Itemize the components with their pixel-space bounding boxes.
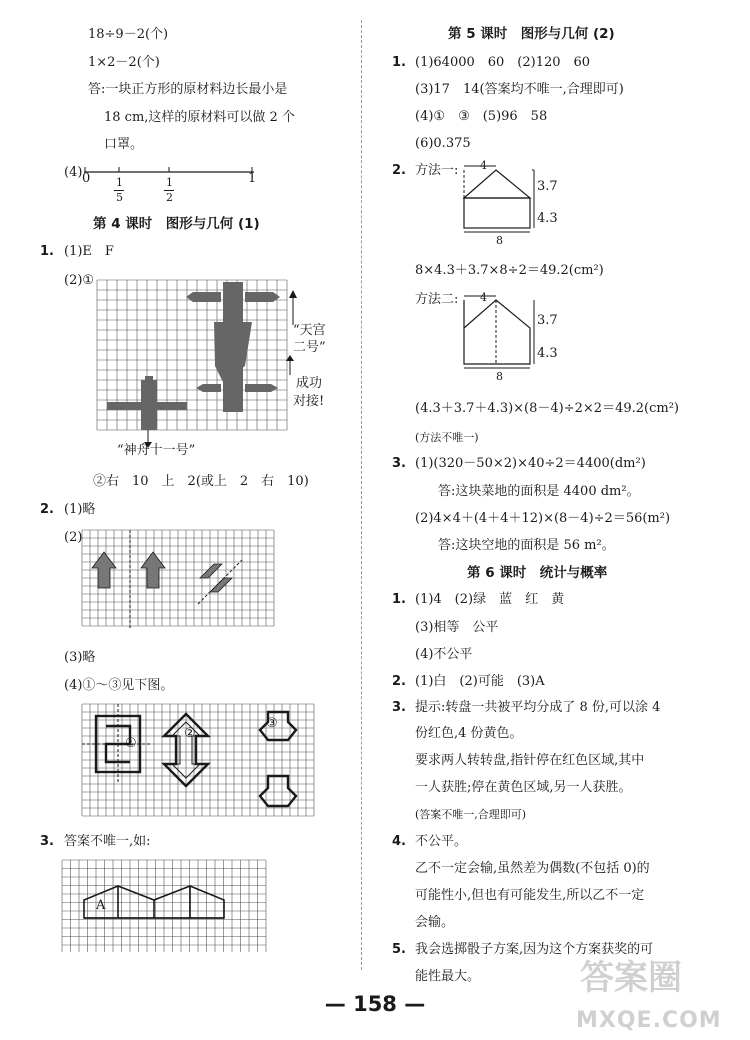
watermark-url: MXQE.COM: [576, 1008, 722, 1033]
r1-line2: (3)17 14(答案均不唯一,合理即可): [415, 82, 624, 97]
s3-line3: 要求两人转转盘,指针停在红色区域,其中: [415, 753, 645, 768]
q2-number: 2.: [40, 502, 54, 517]
answer-line-2: 18 cm,这样的原材料可以做 2 个: [104, 110, 295, 125]
q1-part2-answer: ②右 10 上 2(或上 2 右 10): [93, 474, 309, 489]
s1-line1: (1)4 (2)绿 蓝 红 黄: [415, 592, 565, 607]
section-4-title: 第 4 课时 图形与几何 (1): [93, 216, 260, 232]
column-divider: [361, 20, 362, 970]
method-1-label: 方法一:: [415, 163, 459, 178]
method-note: (方法不唯一): [415, 431, 479, 444]
s4-line4: 会输。: [415, 915, 455, 930]
method-2-calc: (4.3＋3.7＋4.3)×(8－4)÷2×2＝49.2(cm²): [415, 401, 679, 416]
dim-4-3: 4.3: [537, 211, 558, 226]
symmetry-grid-figure: [82, 530, 282, 630]
fraction-half-den: 2: [166, 191, 173, 204]
method-2-label: 方法二:: [415, 292, 459, 307]
s3-note: (答案不唯一,合理即可): [415, 808, 527, 821]
r3-line3: (2)4×4＋(4＋4＋12)×(8－4)÷2＝56(m²): [415, 511, 671, 526]
s4-line2: 乙不一定会输,虽然差为偶数(不包括 0)的: [415, 861, 650, 876]
figure-label-a: A: [96, 898, 106, 913]
number-line: [84, 167, 264, 177]
section-5-title: 第 5 课时 图形与几何 (2): [448, 26, 615, 42]
watermark-logo: 答案圈: [580, 958, 682, 998]
section-6-title: 第 6 课时 统计与概率: [467, 565, 608, 581]
q3-number: 3.: [40, 834, 54, 849]
fraction-fifth-den: 5: [116, 191, 123, 204]
mark-1: ①: [125, 736, 137, 751]
r2-number: 2.: [392, 163, 406, 178]
numberline-label: (4): [64, 165, 83, 180]
dim-3-7: 3.7: [537, 179, 558, 194]
docking-grid-figure: [97, 280, 287, 430]
s4-line3: 可能性小,但也有可能发生,所以乙不一定: [415, 888, 645, 903]
r1-number: 1.: [392, 55, 406, 70]
s4-line1: 不公平。: [415, 834, 468, 849]
shenzhou-label: “神舟十一号”: [117, 443, 196, 458]
tiangong-label-1: “天宫: [293, 323, 326, 338]
s5-line1: 我会选掷骰子方案,因为这个方案获奖的可: [415, 942, 654, 957]
calc-line-2: 1×2－2(个): [88, 55, 160, 70]
transform-grid-figure: [82, 704, 322, 824]
s4-number: 4.: [392, 834, 406, 849]
q1-part2: (2)①: [64, 273, 95, 288]
q2-part4: (4)①～③见下图。: [64, 678, 174, 693]
s3-line4: 一人获胜;停在黄色区域,另一人获胜。: [415, 780, 632, 795]
r1-line1: (1)64000 60 (2)120 60: [415, 55, 591, 70]
house-figure-1: [460, 162, 570, 242]
s5-line2: 能性最大。: [415, 969, 481, 984]
s2-line1: (1)白 (2)可能 (3)A: [415, 674, 545, 689]
r3-line4: 答:这块空地的面积是 56 m²。: [438, 538, 615, 553]
dim-4: 4: [480, 159, 487, 172]
dim-3-7: 3.7: [537, 313, 558, 328]
s2-number: 2.: [392, 674, 406, 689]
mark-2: ②: [184, 726, 196, 741]
dim-4: 4: [480, 291, 487, 304]
r3-line2: 答:这块菜地的面积是 4400 dm²。: [438, 484, 640, 499]
docking-label-1: 成功: [296, 376, 323, 391]
q1-number: 1.: [40, 244, 54, 259]
q2-part1: (1)略: [64, 502, 96, 517]
s3-line1: 提示:转盘一共被平均分成了 8 份,可以涂 4: [415, 700, 661, 715]
r1-line3: (4)① ③ (5)96 58: [415, 109, 548, 124]
house-figure-2: [460, 290, 570, 380]
fraction-fifth-num: 1: [116, 176, 123, 189]
dim-4-3: 4.3: [537, 346, 558, 361]
r3-line1: (1)(320－50×2)×40÷2＝4400(dm²): [415, 456, 646, 471]
mark-3: ③: [266, 716, 278, 731]
s5-number: 5.: [392, 942, 406, 957]
tiangong-label-2: 二号”: [293, 340, 326, 355]
docking-label-2: 对接!: [293, 394, 325, 409]
q2-part2: (2): [64, 530, 83, 545]
q3-text: 答案不唯一,如:: [64, 834, 151, 849]
answer-line-3: 口罩。: [104, 137, 144, 152]
r3-number: 3.: [392, 456, 406, 471]
page-number-value: 158: [353, 992, 397, 1016]
numberline-one: 1: [248, 171, 257, 186]
tiling-grid-figure: [62, 860, 282, 960]
numberline-zero: 0: [82, 171, 91, 186]
s1-line3: (4)不公平: [415, 647, 473, 662]
s3-line2: 份红色,4 份黄色。: [415, 726, 523, 741]
r1-line4: (6)0.375: [415, 136, 471, 151]
dim-8: 8: [496, 234, 503, 247]
dim-8: 8: [496, 370, 503, 383]
q1-part1: (1)E F: [64, 244, 114, 259]
s1-number: 1.: [392, 592, 406, 607]
calc-line-1: 18÷9－2(个): [88, 27, 169, 42]
s3-number: 3.: [392, 700, 406, 715]
method-1-calc: 8×4.3＋3.7×8÷2＝49.2(cm²): [415, 263, 604, 278]
page-number: — 158 —: [324, 992, 426, 1016]
q2-part3: (3)略: [64, 650, 96, 665]
answer-line-1: 答:一块正方形的原材料边长最小是: [88, 82, 288, 97]
fraction-half-num: 1: [166, 176, 173, 189]
s1-line2: (3)相等 公平: [415, 620, 499, 635]
